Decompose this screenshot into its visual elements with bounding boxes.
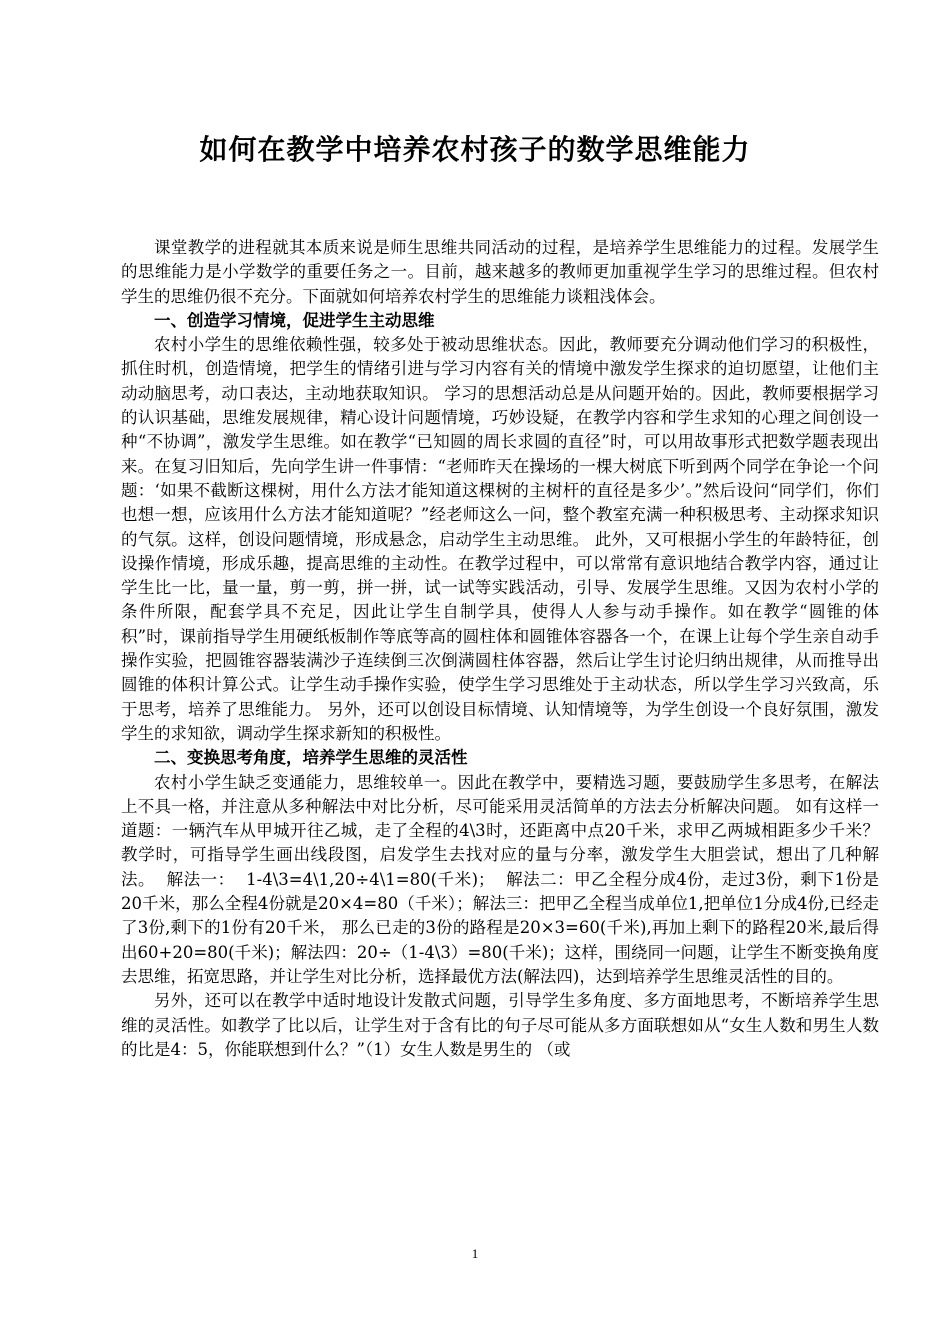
document-body xyxy=(121,236,890,1062)
section-2-paragraph: 农村小学生缺乏变通能力，思维较单一。因此在教学中，要精选习题，要鼓励学生多思考，在解法上不具一格，并注意从多种解法中对比分析，尽可能采用灵活简单的方法去分析解决问题。 如有这样一道题：一辆汽车从甲城开往乙城，走了全程的4\3时，还距离中点20千米，求甲乙两城相距多少千米？ 教学时，可指导学生画出线段图，启发学生去找对应的量与分率，激发学生大胆尝试，想出了几种解法。 解法一： 1-4\3=4\1,20÷4\1=80(千米)； 解法二：甲乙全程分成4份，走过3份，剩下1份是20千米，那么全程4份就是20×4=80（千米）；解法三：把甲乙全程当成单位1,把单位1分成4份,已经走了3份,剩下的1份有20千米， 那么已走的3份的路程是20×3=60(千米),再加上剩下的路程20米,最后得出60+20=80(千米)；解法四：20÷（1-4\3）=80(千米)；这样，围绕同一问题，让学生不断变换角度去思维，拓宽思路，并让学生对比分析，选择最优方法(解法四)，达到培养学生思维灵活性的目的。 xyxy=(121,772,890,986)
section-heading-2: 二、变换思考角度，培养学生思维的灵活性 xyxy=(154,748,468,768)
document-title: 如何在教学中培养农村孩子的数学思维能力 xyxy=(199,133,751,166)
section-1-paragraph: 农村小学生的思维依赖性强，较多处于被动思维状态。因此，教师要充分调动他们学习的积极性，抓住时机，创造情境，把学生的情绪引进与学习内容有关的情境中激发学生探求的迫切愿望，让他们主动动脑思考，动口表达，主动地获取知识。 学习的思想活动总是从问题开始的。因此，教师要根据学习的认识基础，思维发展规律，精心设计问题情境，巧妙设疑，在教学内容和学生求知的心理之间创设一种“不协调”，激发学生思维。如在教学“已知圆的周长求圆的直径”时，可以用故事形式把数学题表现出来。在复习旧知后，先向学生讲一件事情：“老师昨天在操场的一棵大树底下听到两个同学在争论一个问题：‘如果不截断这棵树，用什么方法才能知道这棵树的主树杆的直径是多少’。”然后设问“同学们，你们也想一想，应该用什么方法才能知道呢？”经老师这么一问，整个教室充满一种积极思考、主动探求知识的气氛。这样，创设问题情境，形成悬念，启动学生主动思维。 此外，又可根据小学生的年龄特征，创设操作情境，形成乐趣，提高思维的主动性。在教学过程中，可以常常有意识地结合教学内容，通过让学生比一比，量一量，剪一剪，拼一拼，试一试等实践活动，引导、发展学生思维。又因为农村小学的条件所限，配套学具不充足，因此让学生自制学具，使得人人参与动手操作。如在教学“圆锥的体积”时，课前指导学生用硬纸板制作等底等高的圆柱体和圆锥体容器各一个，在课上让每个学生亲自动手操作实验，把圆锥容器装满沙子连续倒三次倒满圆柱体容器，然后让学生讨论归纳出规律，从而推导出圆锥的体积计算公式。让学生动手操作实验，使学生学习思维处于主动状态，所以学生学习兴致高，乐于思考，培养了思维能力。 另外，还可以创设目标情境、认知情境等，为学生创设一个良好氛围，激发学生的求知欲，调动学生探求新知的积极性。 xyxy=(121,335,879,743)
intro-paragraph: 课堂教学的进程就其本质来说是师生思维共同活动的过程，是培养学生思维能力的过程。发展学生的思维能力是小学数学的重要任务之一。目前，越来越多的教师更加重视学生学习的思维过程。但农村学生的思维仍很不充分。下面就如何培养农村学生的思维能力谈粗浅体会。 xyxy=(121,238,879,306)
page-number: 1 xyxy=(471,1246,479,1261)
section-heading-1: 一、创造学习情境，促进学生主动思维 xyxy=(154,310,435,330)
section-2-paragraph-continued: 另外，还可以在教学中适时地设计发散式问题，引导学生多角度、多方面地思考，不断培养学生思维的灵活性。如教学了比以后，让学生对于含有比的句子尽可能从多方面联想如从“女生人数和男生人数的比是4：5，你能联想到什么？”（1）女生人数是男生的 （或 xyxy=(121,991,879,1059)
